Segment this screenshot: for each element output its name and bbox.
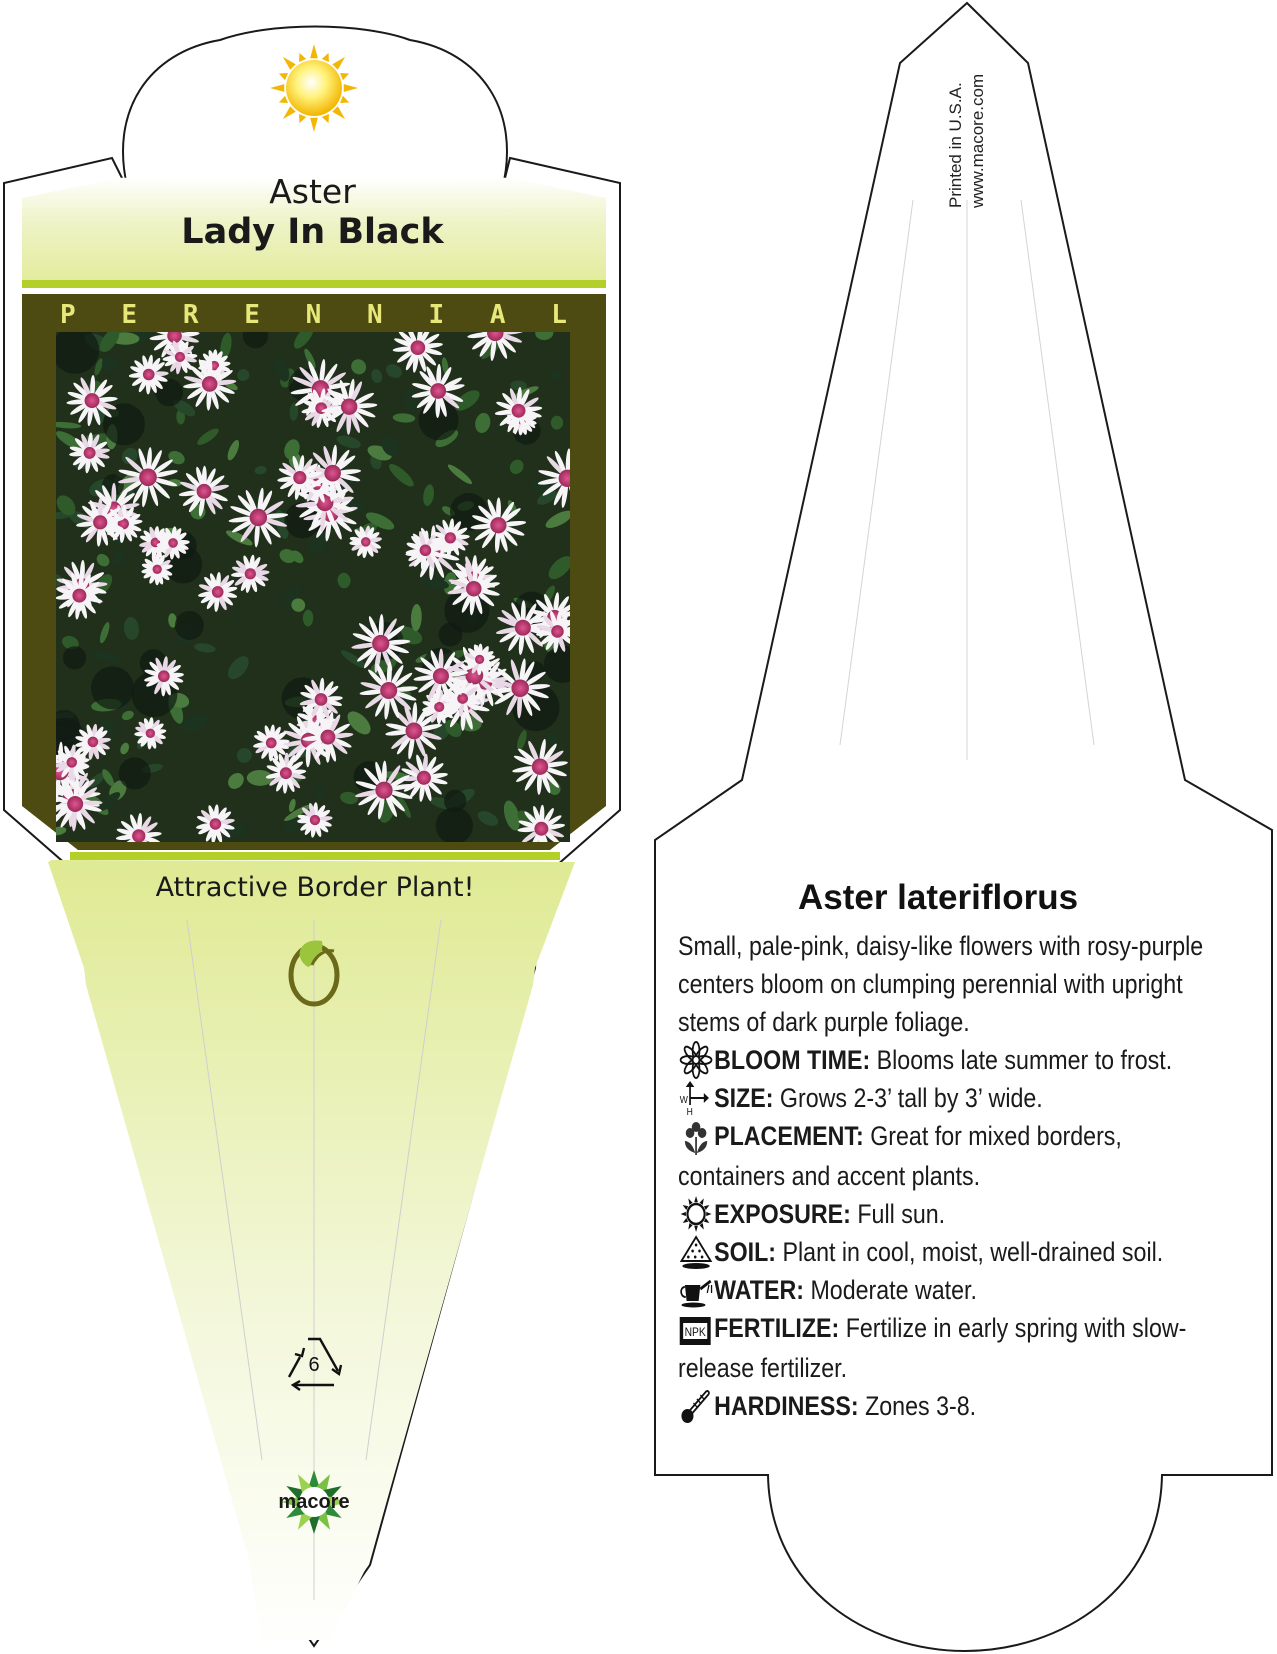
attr-value: Great for mixed borders, containers and accent plants. [678, 1121, 1122, 1191]
website: www.macore.com [968, 73, 987, 208]
npk-icon [678, 1311, 714, 1349]
plant-description [678, 927, 1228, 1425]
attr-soil [678, 1233, 1228, 1271]
attr-value: Plant in cool, moist, well-drained soil. [782, 1236, 1164, 1267]
perennial-letter: A [489, 300, 506, 330]
thermometer-icon [678, 1387, 714, 1425]
perennial-letter: N [305, 300, 322, 330]
attr-label: FERTILIZE: [714, 1312, 840, 1343]
soil-icon [678, 1233, 714, 1271]
plant-cultivar: Lady In Black [181, 212, 444, 252]
watering-can-icon [678, 1271, 714, 1309]
printed-in-usa: Printed in U.S.A. [946, 82, 965, 208]
attr-size [678, 1079, 1228, 1117]
attr-value: Grows 2-3’ tall by 3’ wide. [779, 1083, 1043, 1113]
attr-label: SIZE: [714, 1083, 774, 1113]
perennial-letter: E [244, 300, 260, 330]
attr-placement [678, 1117, 1228, 1195]
sun-icon [678, 1195, 714, 1233]
size-w-letter: W [679, 1094, 688, 1106]
attr-hardiness [678, 1387, 1228, 1425]
perennial-letter: E [121, 300, 138, 330]
attr-value: Blooms late summer to frost. [876, 1045, 1173, 1075]
attr-exposure [678, 1195, 1228, 1233]
printed-info [930, 50, 990, 220]
attr-label: WATER: [714, 1274, 804, 1305]
placement-plant-icon [678, 1119, 714, 1157]
size-arrows-icon [678, 1079, 714, 1117]
attr-water [678, 1271, 1228, 1309]
attr-value: Zones 3-8. [865, 1390, 977, 1421]
npk-text: NPK [684, 1326, 706, 1339]
tagline: Attractive Border Plant! [155, 872, 475, 903]
brand-name: macore [278, 1491, 350, 1513]
attr-value: Full sun. [857, 1198, 946, 1229]
perennial-letter: R [182, 300, 199, 330]
size-h-letter: H [686, 1106, 693, 1117]
attr-label: PLACEMENT: [714, 1121, 864, 1151]
perennial-letter: I [428, 300, 445, 330]
attr-label: SOIL: [714, 1236, 777, 1267]
perennial-letter: L [551, 300, 567, 330]
recycle-code: 6 [308, 1354, 320, 1376]
description-text: Small, pale-pink, daisy-like flowers with rosy-purple centers bloom on clumping perennial with upright stems of dark purple foliage. [678, 931, 1204, 1037]
attr-fertilize [678, 1309, 1228, 1387]
perennial-letter: P [60, 300, 76, 330]
attr-label: EXPOSURE: [714, 1198, 851, 1229]
attr-label: BLOOM TIME: [714, 1045, 871, 1075]
perennial-letter: N [367, 300, 383, 330]
attr-value: Fertilize in early spring with slow-release fertilizer. [678, 1312, 1187, 1383]
scientific-name: Aster lateriflorus [797, 878, 1079, 917]
attr-value: Moderate water. [810, 1274, 977, 1305]
flower-icon [678, 1041, 714, 1079]
attr-bloom-time [678, 1041, 1228, 1079]
attr-label: HARDINESS: [714, 1390, 859, 1421]
plant-genus: Aster [269, 172, 356, 211]
